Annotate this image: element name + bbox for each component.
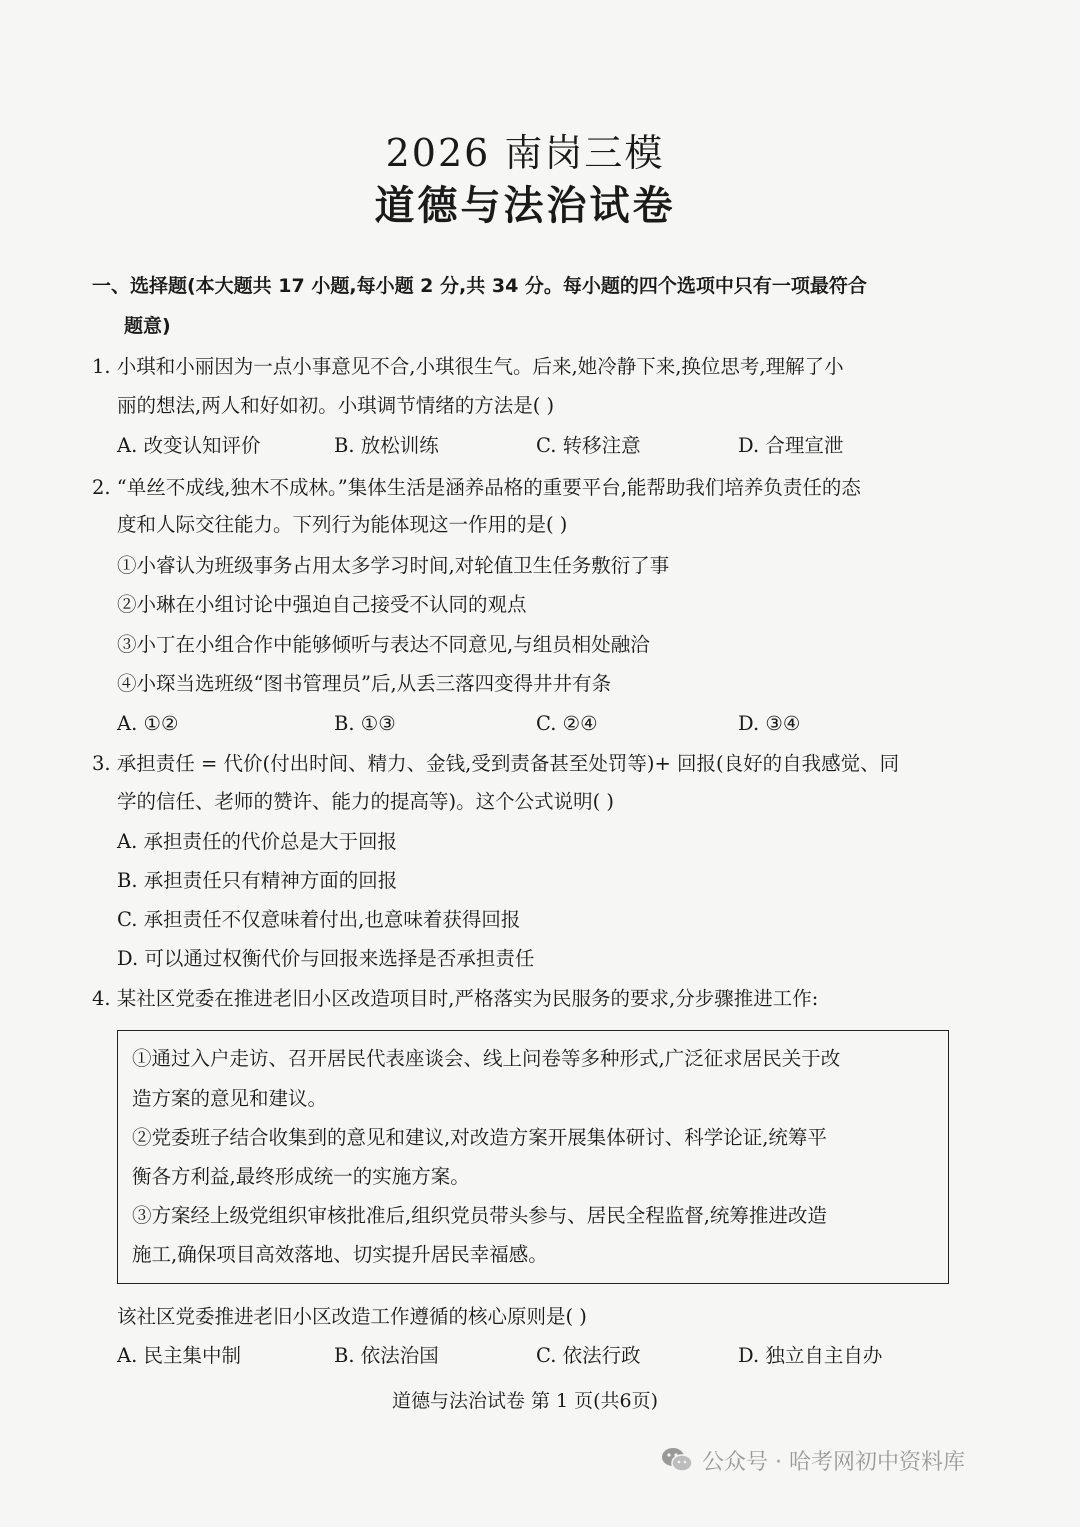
q2-option-d: D. ③④ — [738, 712, 801, 735]
q3-stem-line2: 学的信任、老师的赞许、能力的提高等)。这个公式说明( ) — [117, 790, 615, 813]
watermark — [660, 1440, 965, 1480]
q4-material-line5: ③方案经上级党组织审核批准后,组织党员带头参与、居民全程监督,统筹推进改造 — [132, 1204, 827, 1227]
section-heading-cont: 题意) — [124, 315, 171, 337]
q1-option-b: B. 放松训练 — [334, 434, 439, 457]
q2-option-a: A. ①② — [117, 712, 179, 735]
q1-option-a: A. 改变认知评价 — [117, 434, 261, 457]
q3-option-d: D. 可以通过权衡代价与回报来选择是否承担责任 — [117, 947, 535, 970]
q2-option-b: B. ①③ — [334, 712, 396, 735]
q1-option-d: D. 合理宣泄 — [738, 434, 844, 457]
q2-statement-1: ①小睿认为班级事务占用太多学习时间,对轮值卫生任务敷衍了事 — [117, 554, 670, 577]
exam-title-subject: 道德与法治试卷 — [374, 183, 676, 229]
q1-stem-line1: 1. 小琪和小丽因为一点小事意见不合,小琪很生气。后来,她冷静下来,换位思考,理解了小 — [92, 355, 844, 378]
q3-stem-line1: 3. 承担责任 = 代价(付出时间、精力、金钱,受到责备甚至处罚等)+ 回报(良好的自我感觉、同 — [92, 752, 900, 775]
watermark-text: 公众号 · 哈考网初中资料库 — [702, 1449, 965, 1475]
q3-option-b: B. 承担责任只有精神方面的回报 — [117, 869, 398, 892]
q2-stem-line2: 度和人际交往能力。下列行为能体现这一作用的是( ) — [117, 513, 568, 536]
q2-statement-2: ②小琳在小组讨论中强迫自己接受不认同的观点 — [117, 593, 527, 616]
exam-title-year: 2026 南岗三模 — [385, 131, 665, 175]
q1-stem-line2: 丽的想法,两人和好如初。小琪调节情绪的方法是( ) — [117, 394, 555, 417]
q4-material-line2: 造方案的意见和建议。 — [132, 1087, 328, 1110]
q4-option-a: A. 民主集中制 — [117, 1344, 241, 1367]
q1-option-c: C. 转移注意 — [536, 434, 641, 457]
q2-stem-line1: 2. “单丝不成线,独木不成林。”集体生活是涵养品格的重要平台,能帮助我们培养负责任的态 — [92, 476, 861, 499]
section-heading: 一、选择题(本大题共 17 小题,每小题 2 分,共 34 分。每小题的四个选项中只有一项最符合 — [92, 275, 867, 297]
q3-option-c: C. 承担责任不仅意味着付出,也意味着获得回报 — [117, 908, 521, 931]
q4-option-d: D. 独立自主自办 — [738, 1344, 883, 1367]
page-footer: 道德与法治试卷 第 1 页(共6页) — [391, 1390, 659, 1412]
q2-statement-4: ④小琛当选班级“图书管理员”后,从丢三落四变得井井有条 — [117, 672, 612, 695]
wechat-icon — [660, 1445, 694, 1475]
q4-material-line6: 施工,确保项目高效落地、切实提升居民幸福感。 — [132, 1243, 548, 1266]
q4-material-line4: 衡各方利益,最终形成统一的实施方案。 — [132, 1165, 470, 1188]
q4-stem-line1: 4. 某社区党委在推进老旧小区改造项目时,严格落实为民服务的要求,分步骤推进工作: — [92, 987, 819, 1010]
q3-option-a: A. 承担责任的代价总是大于回报 — [117, 830, 397, 853]
q4-material-line1: ①通过入户走访、召开居民代表座谈会、线上问卷等多种形式,广泛征求居民关于改 — [132, 1047, 841, 1070]
q4-option-b: B. 依法治国 — [334, 1344, 439, 1367]
q4-material-line3: ②党委班子结合收集到的意见和建议,对改造方案开展集体研讨、科学论证,统筹平 — [132, 1126, 827, 1149]
q2-statement-3: ③小丁在小组合作中能够倾听与表达不同意见,与组员相处融洽 — [117, 633, 650, 656]
q2-option-c: C. ②④ — [536, 712, 598, 735]
q4-option-c: C. 依法行政 — [536, 1344, 641, 1367]
q4-stem-line2: 该社区党委推进老旧小区改造工作遵循的核心原则是( ) — [117, 1305, 587, 1328]
